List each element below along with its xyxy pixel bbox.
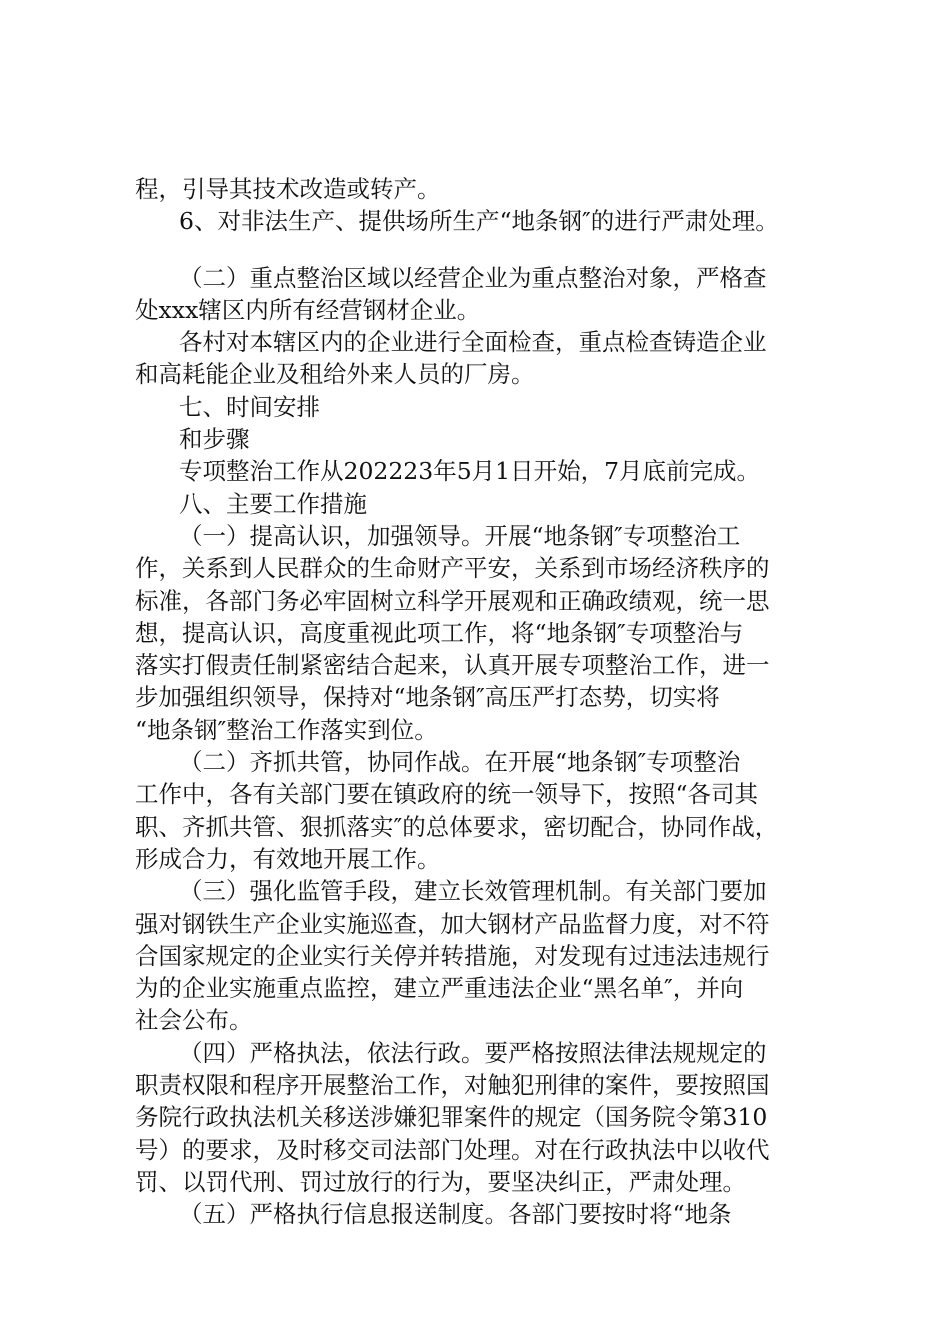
text-line: 作，关系到人民群众的生命财产平安，关系到市场经济秩序的 [135, 554, 770, 583]
text-line: 各村对本辖区内的企业进行全面检查，重点检查铸造企业 [179, 328, 767, 357]
text-line: （一）提高认识，加强领导。开展“地条钢″专项整治工 [179, 521, 741, 550]
text-line: 处xxx辖区内所有经营钢材企业。 [135, 295, 481, 324]
text-line: 社会公布。 [135, 1006, 253, 1035]
text-line: 和高耗能企业及租给外来人员的厂房。 [135, 360, 535, 389]
text-line: （五）严格执行信息报送制度。各部门要按时将“地条 [179, 1200, 732, 1229]
text-line: 工作中，各有关部门要在镇政府的统一领导下，按照“各司其 [135, 780, 759, 809]
text-line: 6、对非法生产、提供场所生产“地条钢″的进行严肃处理。 [179, 207, 779, 236]
paragraph-gap [135, 238, 835, 262]
section-heading: 和步骤 [179, 425, 250, 454]
text-line: 程，引导其技术改造或转产。 [135, 175, 441, 203]
text-line: 为的企业实施重点监控，建立严重违法企业“黑名单″，并向 [135, 974, 744, 1003]
document-body [135, 173, 835, 1231]
text-line: 落实打假责任制紧密结合起来，认真开展专项整治工作，进一 [135, 651, 770, 680]
text-line: 务院行政执法机关移送涉嫌犯罪案件的规定（国务院令第310 [135, 1103, 768, 1132]
text-line: （三）强化监管手段，建立长效管理机制。有关部门要加 [179, 877, 767, 906]
text-line: （二）齐抓共管，协同作战。在开展“地条钢″专项整治 [179, 748, 741, 777]
text-line: 专项整治工作从202223年5月1日开始，7月底前完成。 [179, 457, 761, 486]
text-line: 形成合力，有效地开展工作。 [135, 844, 441, 873]
text-line: 号）的要求，及时移交司法部门处理。对在行政执法中以收代 [135, 1135, 770, 1164]
section-heading: 八、主要工作措施 [179, 489, 367, 518]
text-line: （四）严格执法，依法行政。要严格按照法律法规规定的 [179, 1038, 767, 1067]
text-line: 合国家规定的企业实行关停并转措施，对发现有过违法违规行 [135, 941, 770, 970]
text-line: 职责权限和程序开展整治工作，对触犯刑律的案件，要按照国 [135, 1071, 770, 1100]
text-line: 强对钢铁生产企业实施巡查，加大钢材产品监督力度，对不符 [135, 909, 770, 938]
section-heading: 七、时间安排 [179, 392, 320, 421]
text-line: （二）重点整治区域以经营企业为重点整治对象，严格查 [179, 263, 767, 292]
text-line: 步加强组织领导，保持对“地条钢″高压严打态势，切实将 [135, 683, 720, 712]
text-line: 职、齐抓共管、狠抓落实″的总体要求，密切配合，协同作战， [135, 812, 779, 841]
text-line: 标准，各部门务必牢固树立科学开展观和正确政绩观，统一思 [135, 586, 770, 615]
text-line: 罚、以罚代刑、罚过放行的行为，要坚决纠正，严肃处理。 [135, 1167, 746, 1196]
text-line: “地条钢″整治工作落实到位。 [135, 715, 438, 744]
text-line: 想，提高认识，高度重视此项工作，将“地条钢″专项整治与 [135, 618, 744, 647]
